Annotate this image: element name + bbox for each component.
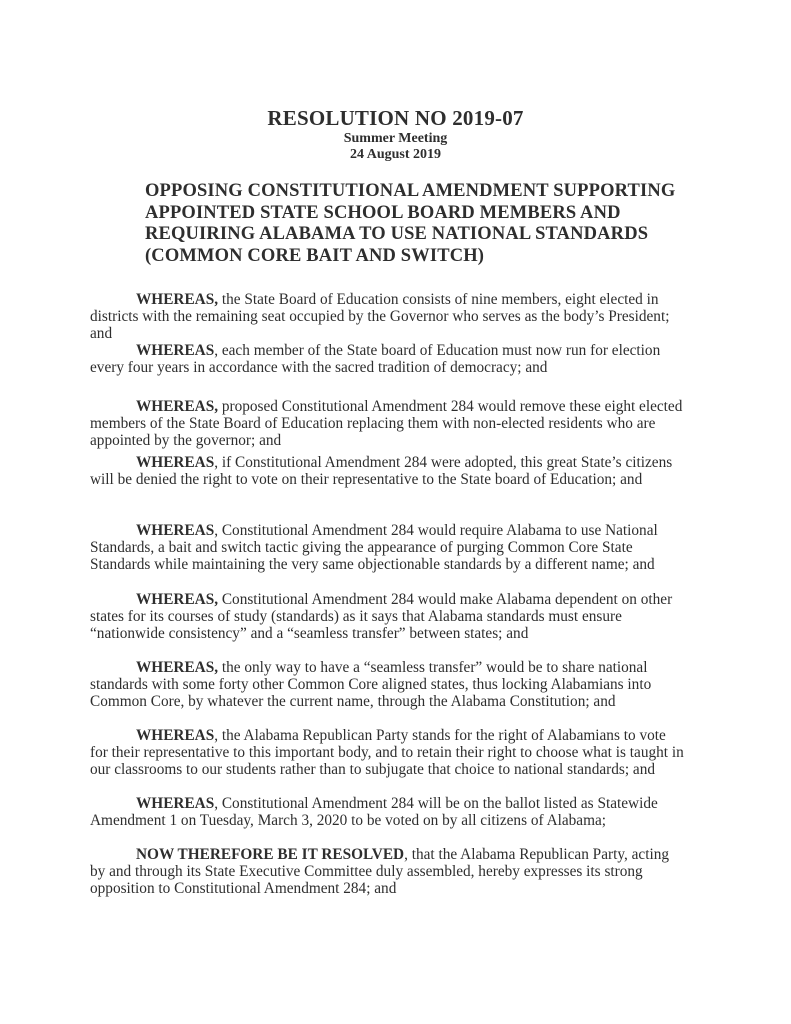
subheading-line: REQUIRING ALABAMA TO USE NATIONAL STANDARDS: [145, 224, 649, 244]
paragraph-text: , Constitutional Amendment 284 would require Alabama to use National: [214, 522, 658, 539]
paragraph-text: Constitutional Amendment 284 would make Alabama dependent on other: [218, 591, 673, 608]
paragraph-lead: WHEREAS,: [136, 291, 219, 308]
paragraph-lead: WHEREAS: [136, 522, 215, 539]
paragraph-text: , Constitutional Amendment 284 will be on the ballot listed as Statewide: [214, 795, 658, 812]
paragraph-text: Standards while maintaining the very same objectionable standards by a different name; and: [90, 556, 655, 573]
paragraph-lead: WHEREAS: [136, 795, 215, 812]
whereas-paragraph: [90, 342, 690, 376]
paragraph-text: , that the Alabama Republican Party, acting: [404, 846, 670, 863]
paragraph-text: states for its courses of study (standards) as it says that Alabama standards must ensure: [90, 608, 622, 625]
whereas-paragraph: [90, 727, 690, 778]
subheading-line: APPOINTED STATE SCHOOL BOARD MEMBERS AND: [145, 202, 621, 223]
paragraph-text: the only way to have a “seamless transfer” would be to share national: [218, 659, 648, 676]
paragraph-text: standards with some forty other Common Core aligned states, thus locking Alabamians into: [90, 676, 652, 693]
paragraph-text: and: [90, 325, 113, 342]
whereas-paragraph: [90, 522, 690, 573]
meeting-date: 24 August 2019: [349, 147, 442, 162]
paragraph-text: every four years in accordance with the sacred tradition of democracy; and: [90, 359, 548, 376]
paragraph-text: will be denied the right to vote on their representative to the State board of Education; and: [90, 471, 643, 488]
resolved-paragraph: [90, 846, 690, 897]
paragraph-text: the State Board of Education consists of nine members, eight elected in: [218, 291, 659, 308]
paragraph-text: districts with the remaining seat occupied by the Governor who serves as the body’s President;: [90, 308, 670, 325]
paragraph-text: proposed Constitutional Amendment 284 would remove these eight elected: [218, 398, 683, 415]
resolution-title: RESOLUTION NO 2019-07: [267, 106, 524, 130]
resolution-subheading: [145, 181, 745, 267]
paragraph-text: , if Constitutional Amendment 284 were adopted, this great State’s citizens: [214, 454, 673, 471]
paragraph-text: “nationwide consistency” and a “seamless transfer” between states; and: [90, 625, 529, 642]
whereas-paragraph: [90, 659, 690, 710]
paragraph-lead: WHEREAS: [136, 454, 215, 471]
paragraph-lead: WHEREAS: [136, 342, 215, 359]
paragraph-lead: WHEREAS: [136, 727, 215, 744]
paragraph-text: appointed by the governor; and: [90, 432, 282, 449]
whereas-paragraph: [90, 795, 690, 829]
whereas-paragraph: [90, 591, 690, 642]
paragraph-text: Standards, a bait and switch tactic giving the appearance of purging Common Core State: [90, 539, 633, 556]
paragraph-text: , each member of the State board of Education must now run for election: [214, 342, 661, 359]
paragraph-lead: NOW THEREFORE BE IT RESOLVED: [136, 846, 405, 863]
paragraph-lead: WHEREAS,: [136, 398, 219, 415]
paragraph-text: opposition to Constitutional Amendment 284; and: [90, 880, 397, 897]
whereas-paragraph: [90, 291, 690, 342]
paragraph-lead: WHEREAS,: [136, 591, 219, 608]
paragraph-text: by and through its State Executive Committee duly assembled, hereby expresses its strong: [90, 863, 643, 880]
paragraph-text: Amendment 1 on Tuesday, March 3, 2020 to be voted on by all citizens of Alabama;: [90, 812, 607, 829]
paragraph-text: members of the State Board of Education replacing them with non-elected residents who are: [90, 415, 656, 432]
paragraph-lead: WHEREAS,: [136, 659, 219, 676]
whereas-paragraph: [90, 398, 690, 449]
whereas-paragraph: [90, 454, 690, 488]
paragraph-text: our classrooms to our students rather than to subjugate that choice to national standards; and: [90, 761, 655, 778]
subheading-line: (COMMON CORE BAIT AND SWITCH): [145, 245, 485, 266]
paragraph-text: Common Core, by whatever the current name, through the Alabama Constitution; and: [90, 693, 616, 710]
paragraph-text: for their representative to this important body, and to retain their right to choose what is taught in: [90, 744, 684, 761]
meeting-name: Summer Meeting: [343, 131, 448, 146]
paragraph-text: , the Alabama Republican Party stands for the right of Alabamians to vote: [214, 727, 666, 744]
subheading-line: OPPOSING CONSTITUTIONAL AMENDMENT SUPPORTING: [145, 181, 676, 201]
